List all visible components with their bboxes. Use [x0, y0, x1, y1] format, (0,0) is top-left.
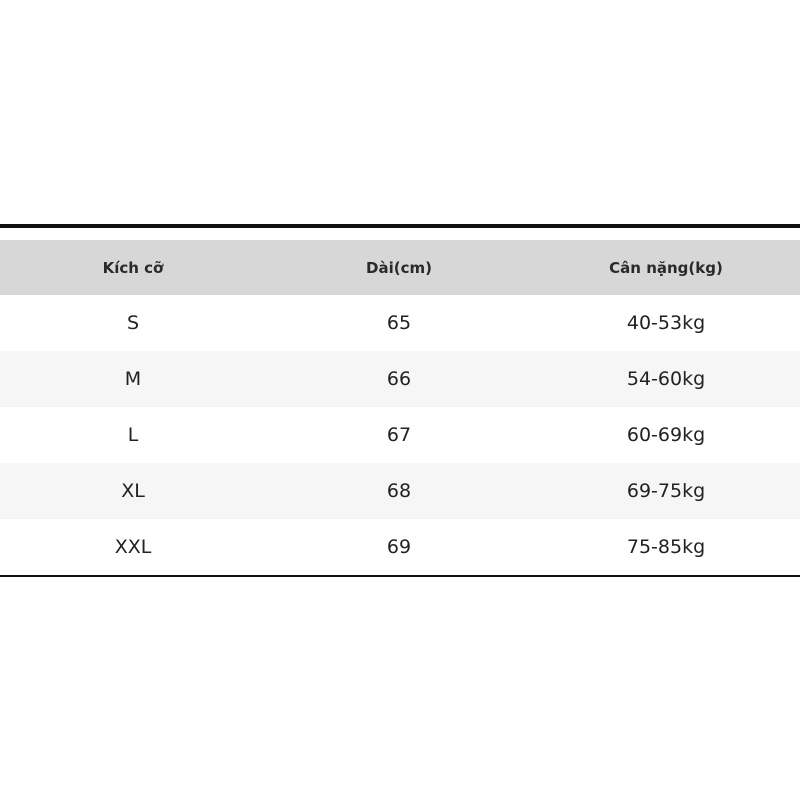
cell-weight: 75-85kg — [626, 536, 706, 558]
header-size: Kích cỡ — [102, 258, 164, 277]
table-row — [0, 295, 800, 351]
cell-weight: 54-60kg — [626, 368, 706, 390]
cell-length: 67 — [386, 424, 412, 446]
cell-size: S — [126, 312, 140, 334]
cell-size: L — [127, 424, 139, 446]
table-row — [0, 407, 800, 463]
cell-weight: 69-75kg — [626, 480, 706, 502]
cell-size: M — [124, 368, 142, 390]
header-length: Dài(cm) — [366, 258, 432, 277]
table-row — [0, 351, 800, 407]
cell-weight: 60-69kg — [626, 424, 706, 446]
cell-size: XL — [121, 480, 145, 502]
cell-length: 66 — [386, 368, 412, 390]
table-header-row — [0, 240, 800, 295]
header-weight: Cân nặng(kg) — [609, 258, 723, 277]
table-row — [0, 463, 800, 519]
cell-length: 65 — [386, 312, 412, 334]
cell-length: 68 — [386, 480, 412, 502]
table-top-rule — [0, 224, 800, 228]
cell-size: XXL — [114, 536, 152, 558]
cell-weight: 40-53kg — [626, 312, 706, 334]
size-chart-table — [0, 224, 800, 577]
table-row — [0, 519, 800, 575]
cell-length: 69 — [386, 536, 412, 558]
table-bottom-rule — [0, 575, 800, 577]
